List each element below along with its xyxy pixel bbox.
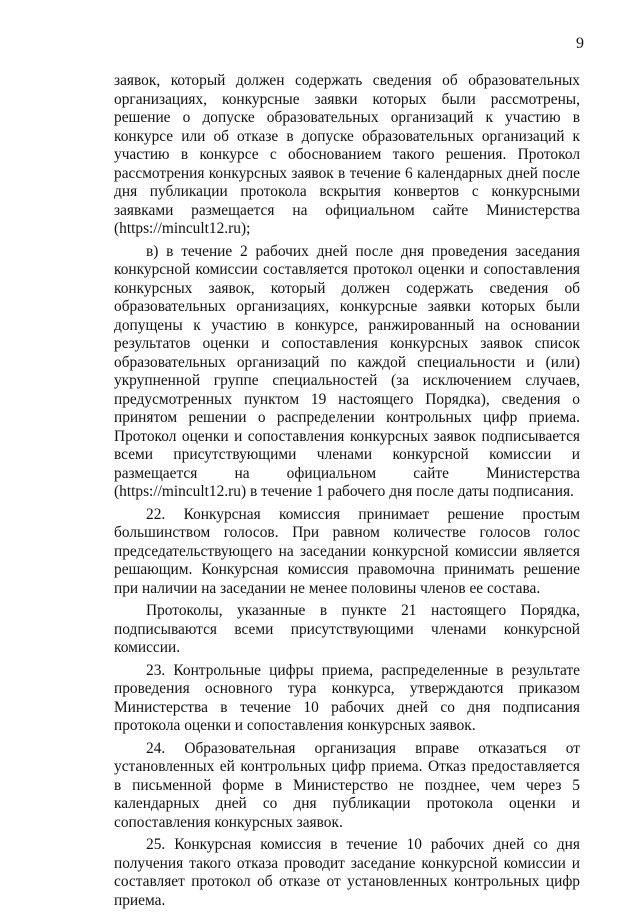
document-body xyxy=(114,72,580,914)
paragraph-24: 24. Образовательная организация вправе отказаться от установленных ей контрольных цифр приема. Отказ предоставляется в письменной форме в Министерство не позднее, чем через 5 календарных дней со дня публикации протокола оценки и сопоставления конкурсных заявок. xyxy=(114,739,580,831)
paragraph-protocols: Протоколы, указанные в пункте 21 настоящего Порядка, подписываются всеми присутствующими членами конкурсной комиссии. xyxy=(114,602,580,656)
page-number: 9 xyxy=(576,35,584,52)
paragraph-23: 23. Контрольные цифры приема, распределенные в результате проведения основного тура конкурса, утверждаются приказом Министерства в течение 10 рабочих дней со дня подписания протокола оценки и сопоставления конкурсных заявок. xyxy=(114,661,580,734)
paragraph-continuation: заявок, который должен содержать сведения об образовательных организациях, конкурсные заявки которых были рассмотрены, решение о допуске образовательных организаций к участию в конкурсе или об отказе в допуске образовательных организаций к участию в конкурсе с обоснованием такого решения. Протокол рассмотрения конкурсных заявок в течение 6 календарных дней после дня публикации протокола вскрытия конвертов с конкурсными заявками размещается на официальном сайте Министерства (https://mincult12.ru); xyxy=(114,72,580,237)
paragraph-22: 22. Конкурсная комиссия принимает решение простым большинством голосов. При равном количестве голосов голос председательствующего на заседании конкурсной комиссии является решающим. Конкурсная комиссия правомочна принимать решение при наличии на заседании не менее половины членов ее состава. xyxy=(114,505,580,597)
paragraph-25: 25. Конкурсная комиссия в течение 10 рабочих дней со дня получения такого отказа проводит заседание конкурсной комиссии и составляет протокол об отказе от установленных контрольных цифр приема. xyxy=(114,836,580,909)
paragraph-subitem-v: в) в течение 2 рабочих дней после дня проведения заседания конкурсной комиссии составляется протокол оценки и сопоставления конкурсных заявок, который должен содержать сведения об образовательных организациях, конкурсные заявки которых были допущены к участию в конкурсе, ранжированный на основании результатов оценки и сопоставления конкурсных заявок список образовательных организаций по каждой специальности и (или) укрупненной группе специальностей (за исключением случаев, предусмотренных пунктом 19 настоящего Порядка), сведения о принятом решении о распределении контрольных цифр приема. Протокол оценки и сопоставления конкурсных заявок подписывается всеми присутствующими членами конкурсной комиссии и размещается на официальном сайте Министерства (https://mincult12.ru) в течение 1 рабочего дня после даты подписания. xyxy=(114,242,580,500)
